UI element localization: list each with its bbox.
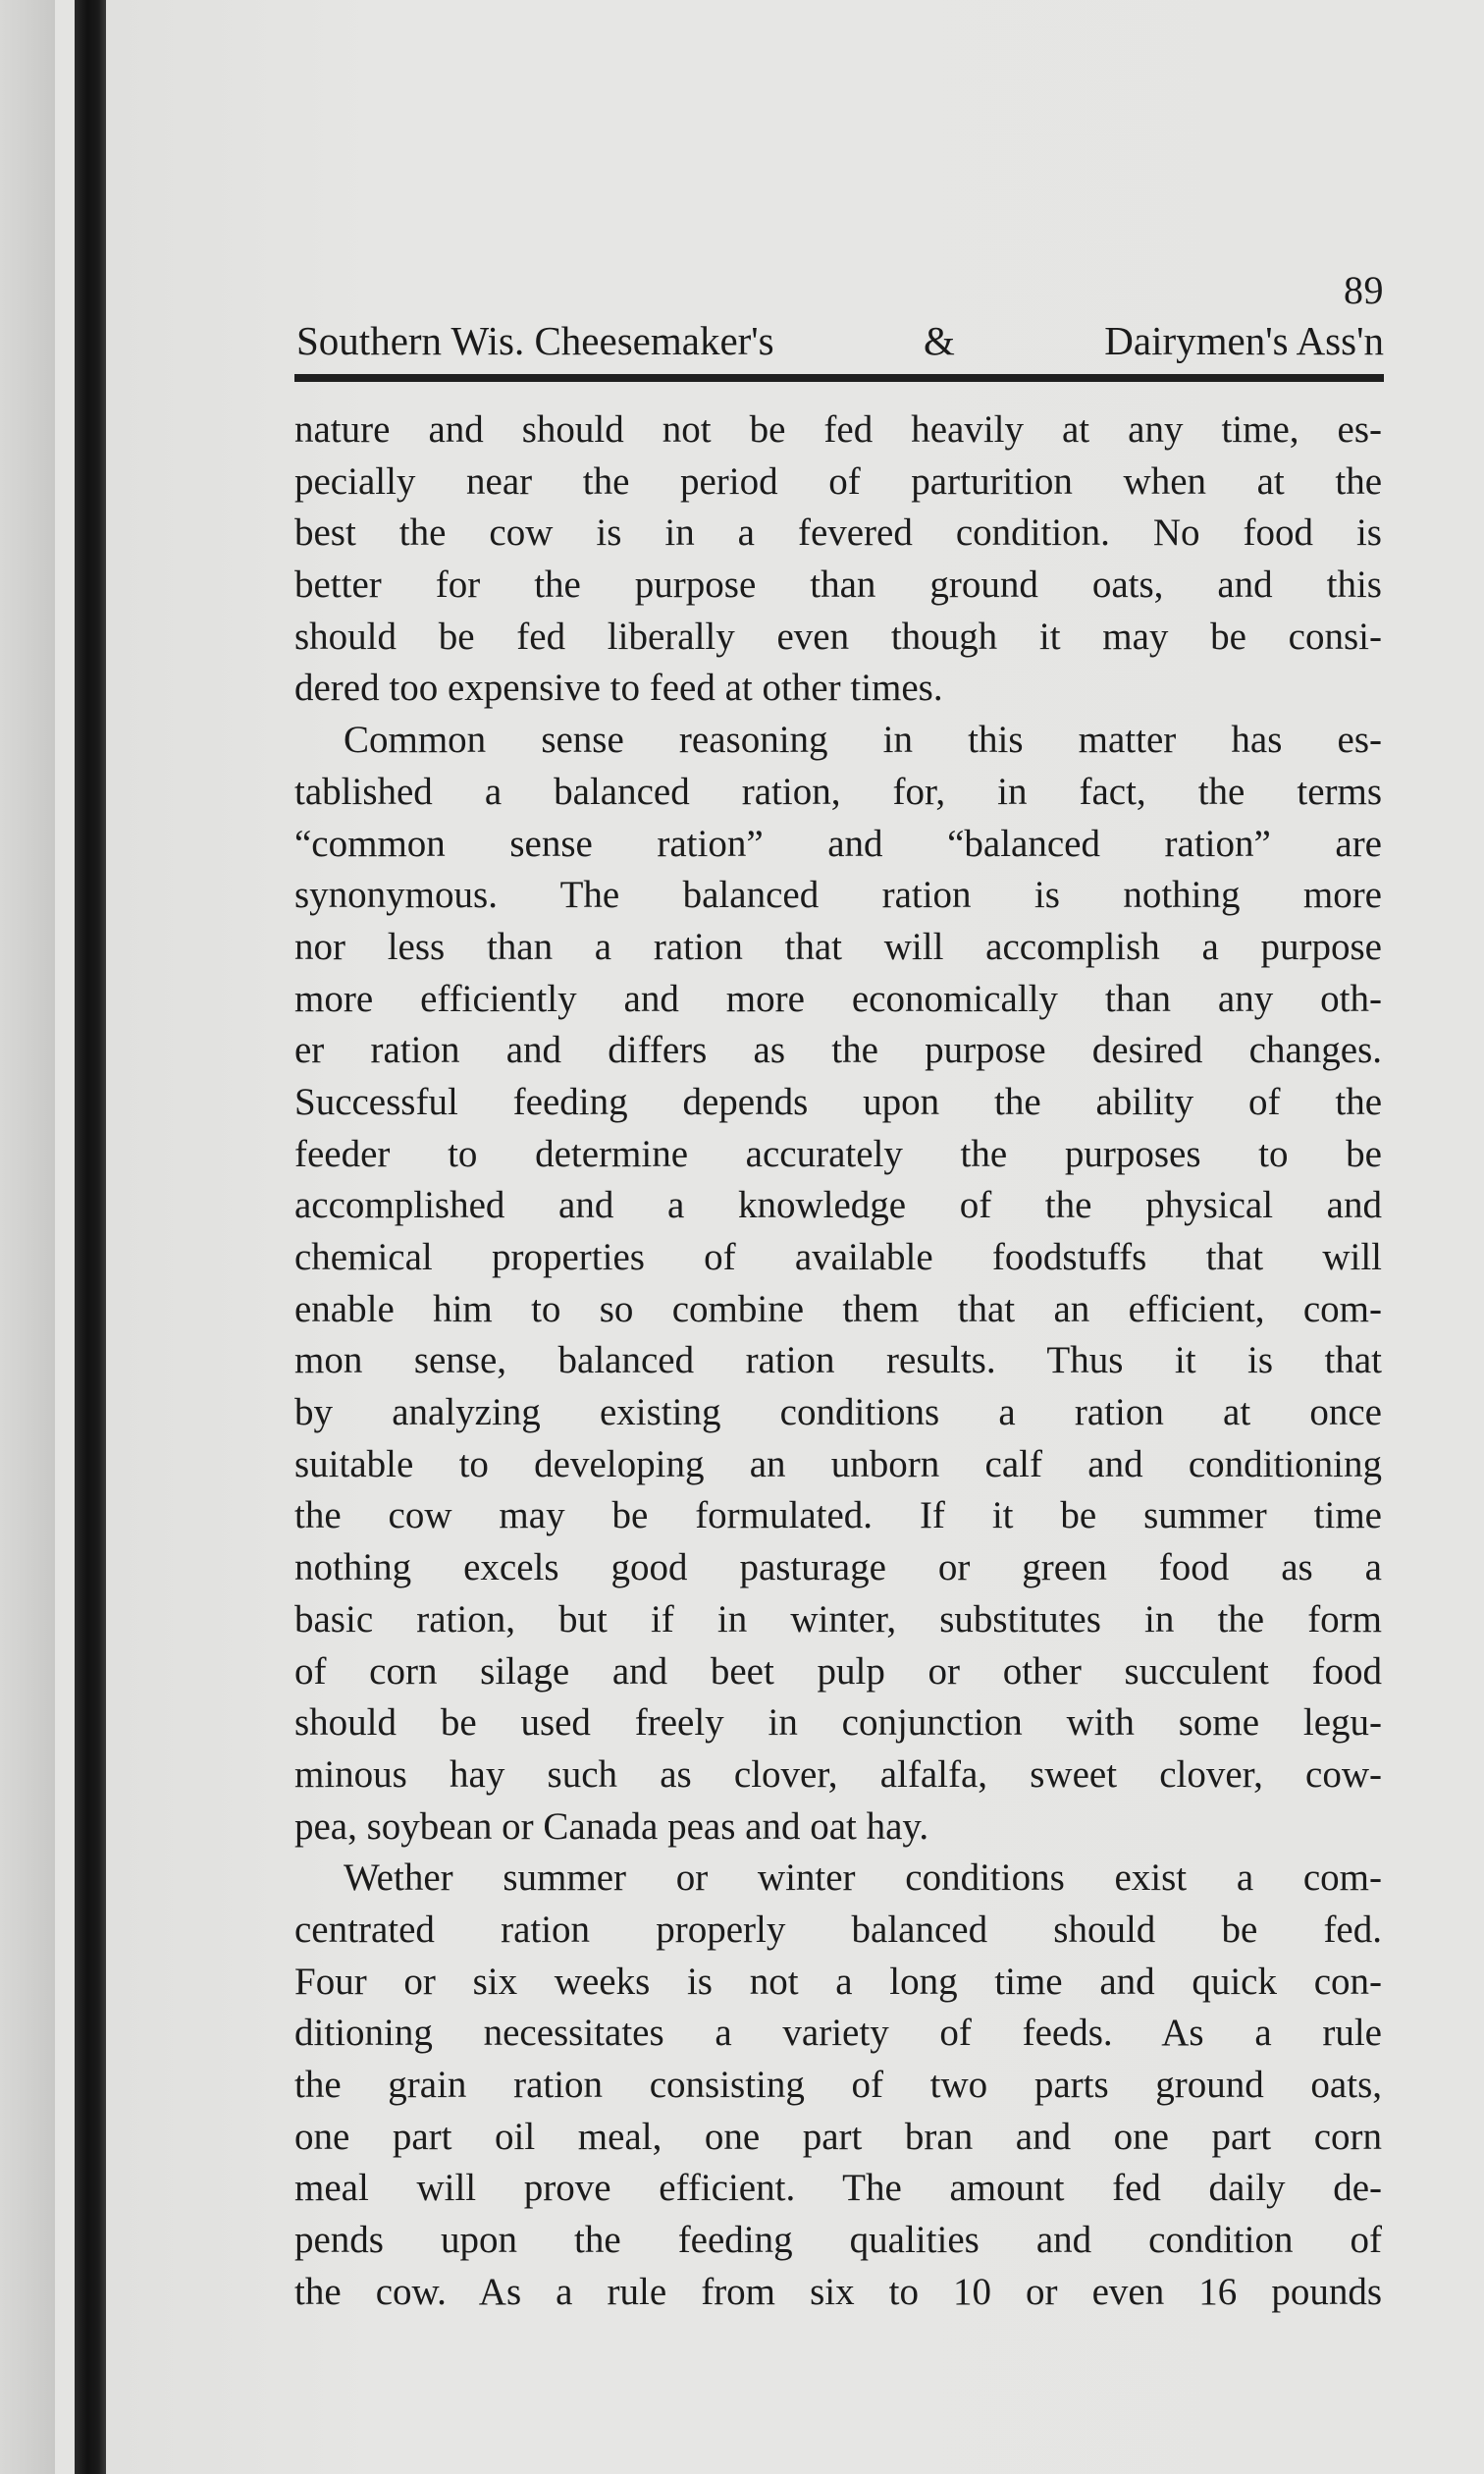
text-line: pends upon the feeding qualities and condition of — [294, 2219, 1382, 2262]
text-line: centrated ration properly balanced should be fed. — [294, 1908, 1382, 1951]
text-line: by analyzing existing conditions a ration at once — [294, 1391, 1382, 1434]
book-spine-shadow — [75, 0, 106, 2474]
text-line: chemical properties of available foodstuffs that will — [294, 1236, 1382, 1278]
text-line: the cow may be formulated. If it be summer time — [294, 1494, 1382, 1537]
text-line: “common sense ration” and “balanced ration” are — [294, 822, 1382, 865]
text-line: synonymous. The balanced ration is nothing more — [294, 874, 1382, 917]
text-line: mon sense, balanced ration results. Thus it is that — [294, 1339, 1382, 1382]
text-line: pea, soybean or Canada peas and oat hay. — [294, 1804, 929, 1848]
text-line: the cow. As a rule from six to 10 or even 16 pounds — [294, 2270, 1382, 2313]
text-line: Successful feeding depends upon the ability of the — [294, 1080, 1382, 1123]
text-line: minous hay such as clover, alfalfa, sweet clover, cow- — [294, 1752, 1382, 1796]
text-line: dered too expensive to feed at other times. — [294, 667, 943, 710]
text-line: pecially near the period of parturition when at the — [294, 459, 1382, 503]
text-line: enable him to so combine them that an efficient, com- — [294, 1287, 1382, 1330]
text-line: feeder to determine accurately the purposes to be — [294, 1132, 1382, 1175]
text-line: nothing excels good pasturage or green food as a — [294, 1546, 1382, 1589]
running-head-ampersand: & — [924, 318, 955, 363]
text-line: accomplished and a knowledge of the physical and — [294, 1184, 1382, 1227]
paragraph-start-line: Wether summer or winter conditions exist a com- — [344, 1856, 1382, 1900]
text-line: tablished a balanced ration, for, in fact, the terms — [294, 770, 1382, 813]
text-line: of corn silage and beet pulp or other succulent food — [294, 1649, 1382, 1693]
page-number: 89 — [1344, 268, 1384, 312]
text-line: the grain ration consisting of two parts ground oats, — [294, 2064, 1382, 2106]
text-line: should be fed liberally even though it may be consi- — [294, 615, 1382, 658]
text-line: nature and should not be fed heavily at any time, es- — [294, 408, 1382, 451]
header-rule — [294, 374, 1384, 382]
text-line: one part oil meal, one part bran and one part corn — [294, 2115, 1382, 2158]
running-head-left: Southern Wis. Cheesemaker's — [296, 318, 774, 363]
text-line: best the cow is in a fevered condition. No food is — [294, 511, 1382, 555]
text-line: ditioning necessitates a variety of feeds. As a rule — [294, 2012, 1382, 2055]
text-line: more efficiently and more economically than any oth- — [294, 977, 1382, 1020]
text-line: Four or six weeks is not a long time and quick con- — [294, 1960, 1382, 2003]
text-line: should be used freely in conjunction with some legu- — [294, 1701, 1382, 1745]
text-line: better for the purpose than ground oats, and this — [294, 564, 1382, 607]
body-text — [294, 404, 1382, 2318]
text-line: meal will prove efficient. The amount fed daily de- — [294, 2167, 1382, 2210]
paragraph-start-line: Common sense reasoning in this matter has es- — [344, 719, 1382, 762]
running-head — [296, 316, 1384, 365]
running-head-right: Dairymen's Ass'n — [1104, 318, 1384, 363]
text-line: basic ration, but if in winter, substitutes in the form — [294, 1597, 1382, 1640]
binding-edge — [0, 0, 55, 2474]
text-line: suitable to developing an unborn calf and conditioning — [294, 1442, 1382, 1485]
text-line: nor less than a ration that will accomplish a purpose — [294, 925, 1382, 968]
text-line: er ration and differs as the purpose desired changes. — [294, 1029, 1382, 1072]
